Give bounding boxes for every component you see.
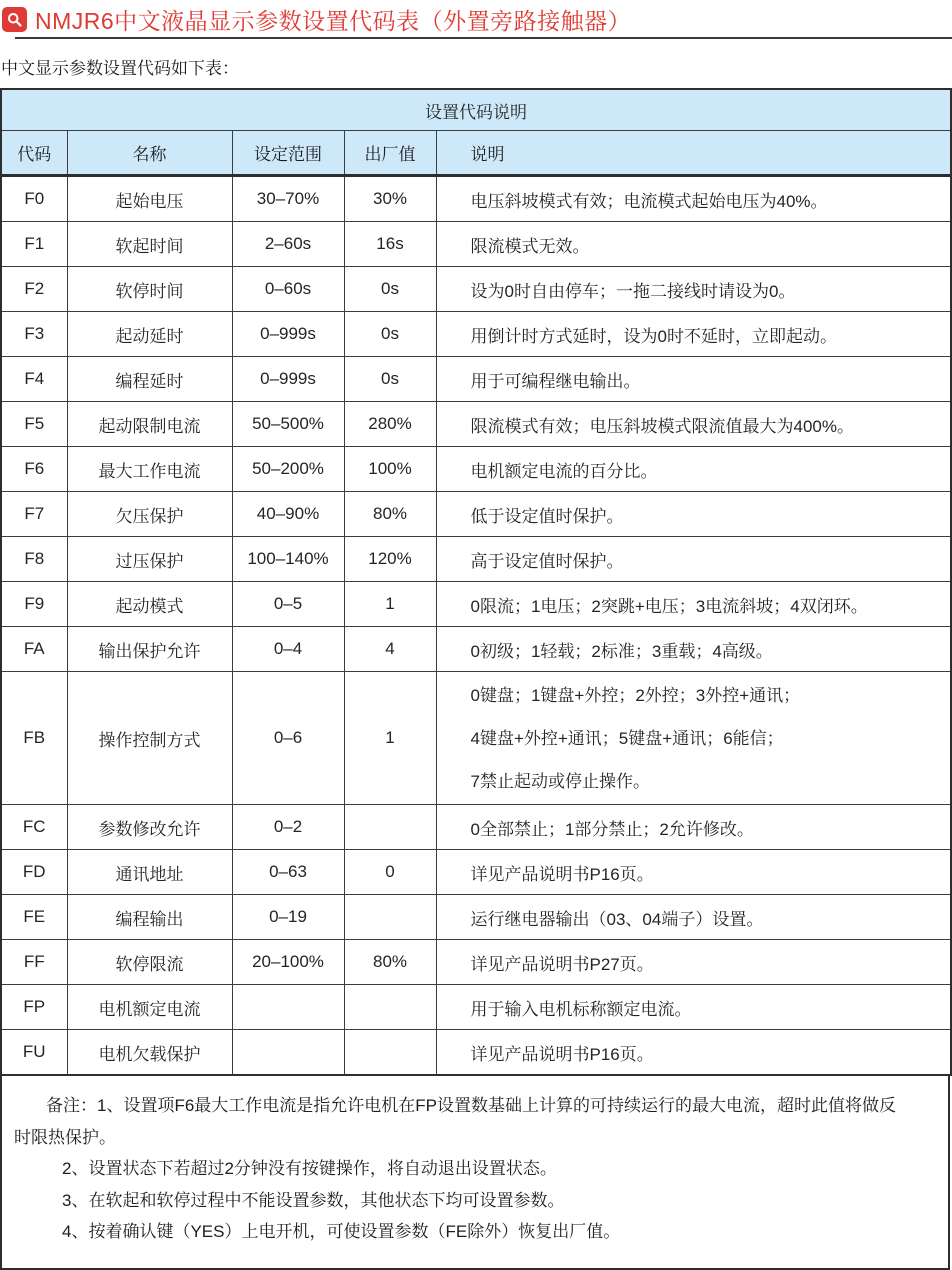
factory-value-cell <box>344 805 436 850</box>
table-row-FA <box>1 627 951 672</box>
description-line: 4键盘+外控+通讯；5键盘+通讯；6能信； <box>470 728 784 748</box>
name-cell: 通讯地址 <box>67 850 232 895</box>
factory-value-cell: 0s <box>344 267 436 312</box>
description-line: 详见产品说明书P27页。 <box>470 954 654 974</box>
title-underline <box>15 37 952 39</box>
description-cell <box>436 627 951 672</box>
table-row-FB <box>1 672 951 805</box>
table-row-F7 <box>1 492 951 537</box>
description-cell <box>436 312 951 357</box>
table-row-F6 <box>1 447 951 492</box>
description-cell <box>436 222 951 267</box>
range-cell: 0–6 <box>232 672 344 805</box>
description-cell <box>436 267 951 312</box>
name-cell: 输出保护允许 <box>67 627 232 672</box>
code-cell: FD <box>1 850 67 895</box>
description-line: 用于输入电机标称额定电流。 <box>470 999 692 1019</box>
description-line: 高于设定值时保护。 <box>470 551 624 571</box>
table-row-F4 <box>1 357 951 402</box>
description-line: 0键盘；1键盘+外控；2外控；3外控+通讯； <box>470 685 801 705</box>
description-cell <box>436 357 951 402</box>
description-line: 低于设定值时保护。 <box>470 506 624 526</box>
range-cell: 0–999s <box>232 312 344 357</box>
description-line: 设为0时自由停车；一拖二接线时请设为0。 <box>470 281 796 301</box>
column-header-2: 设定范围 <box>232 131 344 176</box>
table-row-FP <box>1 985 951 1030</box>
factory-value-cell: 16s <box>344 222 436 267</box>
name-cell: 过压保护 <box>67 537 232 582</box>
range-cell: 100–140% <box>232 537 344 582</box>
code-cell: F4 <box>1 357 67 402</box>
code-cell: F0 <box>1 176 67 222</box>
description-cell <box>436 176 951 222</box>
factory-value-cell: 0s <box>344 312 436 357</box>
table-header-row <box>1 131 951 176</box>
code-cell: FA <box>1 627 67 672</box>
description-line: 电压斜坡模式有效；电流模式起始电压为40%。 <box>470 191 828 211</box>
note-line-2: 时限热保护。 <box>14 1127 116 1147</box>
range-cell: 20–100% <box>232 940 344 985</box>
factory-value-cell: 100% <box>344 447 436 492</box>
name-cell: 软停限流 <box>67 940 232 985</box>
column-header-1: 名称 <box>67 131 232 176</box>
name-cell: 电机额定电流 <box>67 985 232 1030</box>
description-cell <box>436 1030 951 1076</box>
table-row-FD <box>1 850 951 895</box>
table-row-FC <box>1 805 951 850</box>
name-cell: 参数修改允许 <box>67 805 232 850</box>
description-cell <box>436 672 951 805</box>
factory-value-cell <box>344 1030 436 1076</box>
range-cell: 50–200% <box>232 447 344 492</box>
description-line: 运行继电器输出（03、04端子）设置。 <box>470 909 764 929</box>
code-cell: F7 <box>1 492 67 537</box>
name-cell: 编程延时 <box>67 357 232 402</box>
table-row-FE <box>1 895 951 940</box>
factory-value-cell: 80% <box>344 940 436 985</box>
description-line: 0限流；1电压；2突跳+电压；3电流斜坡；4双闭环。 <box>470 596 868 616</box>
factory-value-cell: 0 <box>344 850 436 895</box>
description-cell <box>436 805 951 850</box>
code-cell: FB <box>1 672 67 805</box>
table-row-FF <box>1 940 951 985</box>
description-line: 7禁止起动或停止操作。 <box>470 771 650 791</box>
range-cell: 0–4 <box>232 627 344 672</box>
description-cell <box>436 402 951 447</box>
notes-section <box>0 1076 950 1270</box>
description-line: 限流模式有效；电压斜坡模式限流值最大为400%。 <box>470 416 854 436</box>
name-cell: 电机欠载保护 <box>67 1030 232 1076</box>
description-cell <box>436 492 951 537</box>
factory-value-cell: 120% <box>344 537 436 582</box>
factory-value-cell: 0s <box>344 357 436 402</box>
factory-value-cell <box>344 985 436 1030</box>
description-line: 0全部禁止；1部分禁止；2允许修改。 <box>470 819 754 839</box>
table-row-FU <box>1 1030 951 1076</box>
range-cell: 50–500% <box>232 402 344 447</box>
note-line-5: 4、按着确认键（YES）上电开机，可使设置参数（FE除外）恢复出厂值。 <box>62 1222 621 1241</box>
column-header-3: 出厂值 <box>344 131 436 176</box>
description-cell <box>436 582 951 627</box>
description-line: 用倒计时方式延时，设为0时不延时，立即起动。 <box>470 326 837 346</box>
description-cell <box>436 985 951 1030</box>
factory-value-cell: 4 <box>344 627 436 672</box>
name-cell: 编程输出 <box>67 895 232 940</box>
factory-value-cell: 1 <box>344 582 436 627</box>
description-line: 电机额定电流的百分比。 <box>470 461 658 481</box>
code-cell: F9 <box>1 582 67 627</box>
code-cell: FE <box>1 895 67 940</box>
description-line: 用于可编程继电输出。 <box>470 371 641 391</box>
description-cell <box>436 850 951 895</box>
factory-value-cell <box>344 895 436 940</box>
page-title: NMJR6中文液晶显示参数设置代码表（外置旁路接触器） <box>35 7 632 34</box>
magnifier-icon <box>2 7 27 32</box>
code-cell: F3 <box>1 312 67 357</box>
column-header-4: 说明 <box>436 131 951 176</box>
page-header <box>0 0 952 34</box>
table-row-F2 <box>1 267 951 312</box>
range-cell <box>232 985 344 1030</box>
note-line-3: 2、设置状态下若超过2分钟没有按键操作，将自动退出设置状态。 <box>62 1159 557 1178</box>
range-cell: 0–999s <box>232 357 344 402</box>
description-line: 详见产品说明书P16页。 <box>470 1044 654 1064</box>
name-cell: 起动模式 <box>67 582 232 627</box>
table-row-F9 <box>1 582 951 627</box>
table-row-F0 <box>1 176 951 222</box>
factory-value-cell: 280% <box>344 402 436 447</box>
table-row-F8 <box>1 537 951 582</box>
column-header-0: 代码 <box>1 131 67 176</box>
name-cell: 操作控制方式 <box>67 672 232 805</box>
name-cell: 起动限制电流 <box>67 402 232 447</box>
name-cell: 起动延时 <box>67 312 232 357</box>
code-cell: F1 <box>1 222 67 267</box>
range-cell: 0–5 <box>232 582 344 627</box>
description-cell <box>436 537 951 582</box>
description-cell <box>436 895 951 940</box>
code-cell: F6 <box>1 447 67 492</box>
table-row-F5 <box>1 402 951 447</box>
description-line: 限流模式无效。 <box>470 236 590 256</box>
code-cell: FP <box>1 985 67 1030</box>
factory-value-cell: 30% <box>344 176 436 222</box>
description-line: 详见产品说明书P16页。 <box>470 864 654 884</box>
factory-value-cell: 1 <box>344 672 436 805</box>
parameter-code-table <box>0 88 952 1076</box>
name-cell: 软起时间 <box>67 222 232 267</box>
code-cell: F5 <box>1 402 67 447</box>
factory-value-cell: 80% <box>344 492 436 537</box>
range-cell: 0–63 <box>232 850 344 895</box>
code-cell: FC <box>1 805 67 850</box>
range-cell: 2–60s <box>232 222 344 267</box>
table-row-F1 <box>1 222 951 267</box>
range-cell: 0–19 <box>232 895 344 940</box>
range-cell <box>232 1030 344 1076</box>
note-line-4: 3、在软起和软停过程中不能设置参数，其他状态下均可设置参数。 <box>62 1190 565 1210</box>
range-cell: 40–90% <box>232 492 344 537</box>
table-intro-text: 中文显示参数设置代码如下表： <box>1 59 239 78</box>
description-cell <box>436 940 951 985</box>
name-cell: 最大工作电流 <box>67 447 232 492</box>
range-cell: 0–2 <box>232 805 344 850</box>
range-cell: 0–60s <box>232 267 344 312</box>
name-cell: 起始电压 <box>67 176 232 222</box>
table-caption: 设置代码说明 <box>1 89 951 131</box>
name-cell: 欠压保护 <box>67 492 232 537</box>
code-cell: F8 <box>1 537 67 582</box>
table-row-F3 <box>1 312 951 357</box>
code-cell: FF <box>1 940 67 985</box>
description-cell <box>436 447 951 492</box>
code-cell: FU <box>1 1030 67 1076</box>
range-cell: 30–70% <box>232 176 344 222</box>
name-cell: 软停时间 <box>67 267 232 312</box>
table-caption-row <box>1 89 951 131</box>
description-line: 0初级；1轻载；2标准；3重载；4高级。 <box>470 641 773 661</box>
note-line-1: 备注：1、设置项F6最大工作电流是指允许电机在FP设置数基础上计算的可持续运行的最大电流，超时此值将做反 <box>46 1096 897 1115</box>
code-cell: F2 <box>1 267 67 312</box>
